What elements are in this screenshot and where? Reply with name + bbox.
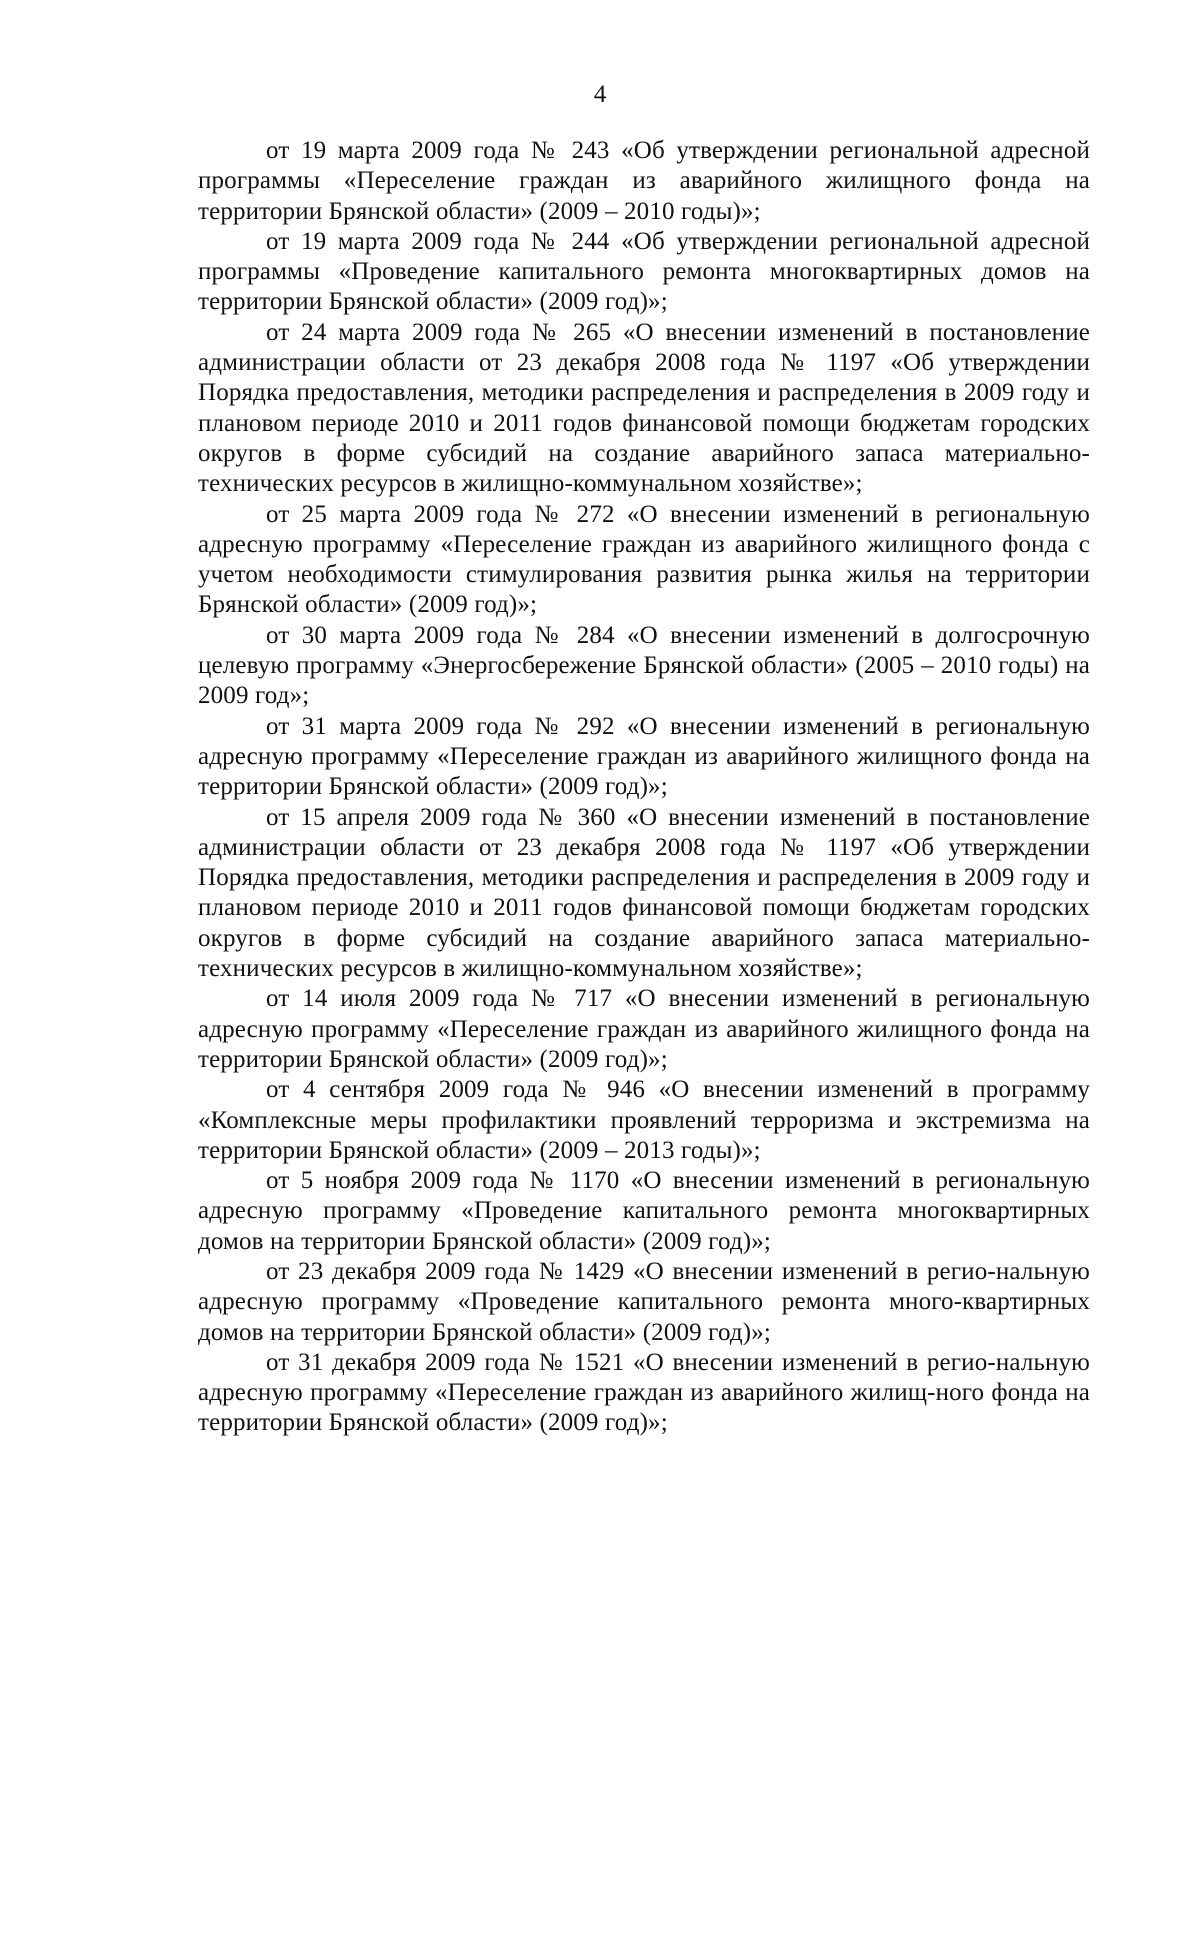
page-number: 4 (593, 81, 607, 108)
paragraph-decree-284: от 30 марта 2009 года № 284 «О внесении изменений в долгосрочную целевую программу «Энергосбережение Брянской области» (2005 – 2010 годы) на 2009 год»; (198, 621, 1090, 710)
paragraph-decree-292: от 31 марта 2009 года № 292 «О внесении изменений в региональную адресную программу «Переселение граждан из аварийного жилищного фонда на территории Брянской области» (2009 год)»; (198, 712, 1090, 801)
paragraph-decree-272: от 25 марта 2009 года № 272 «О внесении изменений в региональную адресную программу «Переселение граждан из аварийного жилищного фонда с учетом необходимости стимулирования развития рынка жилья на территории Брянской области» (2009 год)»; (198, 500, 1090, 619)
document-body (198, 136, 1090, 1439)
paragraph-decree-243: от 19 марта 2009 года № 243 «Об утверждении региональной адресной программы «Переселение граждан из аварийного жилищного фонда на территории Брянской области» (2009 – 2010 годы)»; (198, 137, 1090, 225)
paragraph-decree-360: от 15 апреля 2009 года № 360 «О внесении изменений в постановление администрации области от 23 декабря 2008 года № 1197 «Об утверждении Порядка предоставления, методики распределения и распределения в 2009 году и плановом периоде 2010 и 2011 годов финансовой помощи бюджетам городских округов в форме субсидий на создание аварийного запаса материально-технических ресурсов в жилищно-коммунальном хозяйстве»; (198, 803, 1090, 983)
paragraph-decree-1429: от 23 декабря 2009 года № 1429 «О внесении изменений в регио-нальную адресную программу «Проведение капитального ремонта много-квартирных домов на территории Брянской области» (2009 год)»; (198, 1257, 1090, 1346)
paragraph-decree-1170: от 5 ноября 2009 года № 1170 «О внесении изменений в региональную адресную программу «Проведение капитального ремонта многоквартирных домов на территории Брянской области» (2009 год)»; (198, 1167, 1090, 1255)
paragraph-decree-244: от 19 марта 2009 года № 244 «Об утверждении региональной адресной программы «Проведение капитального ремонта многоквартирных домов на территории Брянской области» (2009 год)»; (198, 227, 1090, 316)
paragraph-decree-717: от 14 июля 2009 года № 717 «О внесении изменений в региональную адресную программу «Переселение граждан из аварийного жилищного фонда на территории Брянской области» (2009 год)»; (198, 985, 1090, 1073)
paragraph-decree-946: от 4 сентября 2009 года № 946 «О внесении изменений в программу «Комплексные меры профилактики проявлений терроризма и экстремизма на территории Брянской области» (2009 – 2013 годы)»; (198, 1076, 1090, 1164)
paragraph-decree-265: от 24 марта 2009 года № 265 «О внесении изменений в постановление администрации области от 23 декабря 2008 года № 1197 «Об утверждении Порядка предоставления, методики распределения и распределения в 2009 году и плановом периоде 2010 и 2011 годов финансовой помощи бюджетам городских округов в форме субсидий на создание аварийного запаса материально-технических ресурсов в жилищно-коммунальном хозяйстве»; (198, 318, 1090, 498)
paragraph-decree-1521: от 31 декабря 2009 года № 1521 «О внесении изменений в регио-нальную адресную программу «Переселение граждан из аварийного жилищ-ного фонда на территории Брянской области» (2009 год)»; (198, 1348, 1090, 1437)
